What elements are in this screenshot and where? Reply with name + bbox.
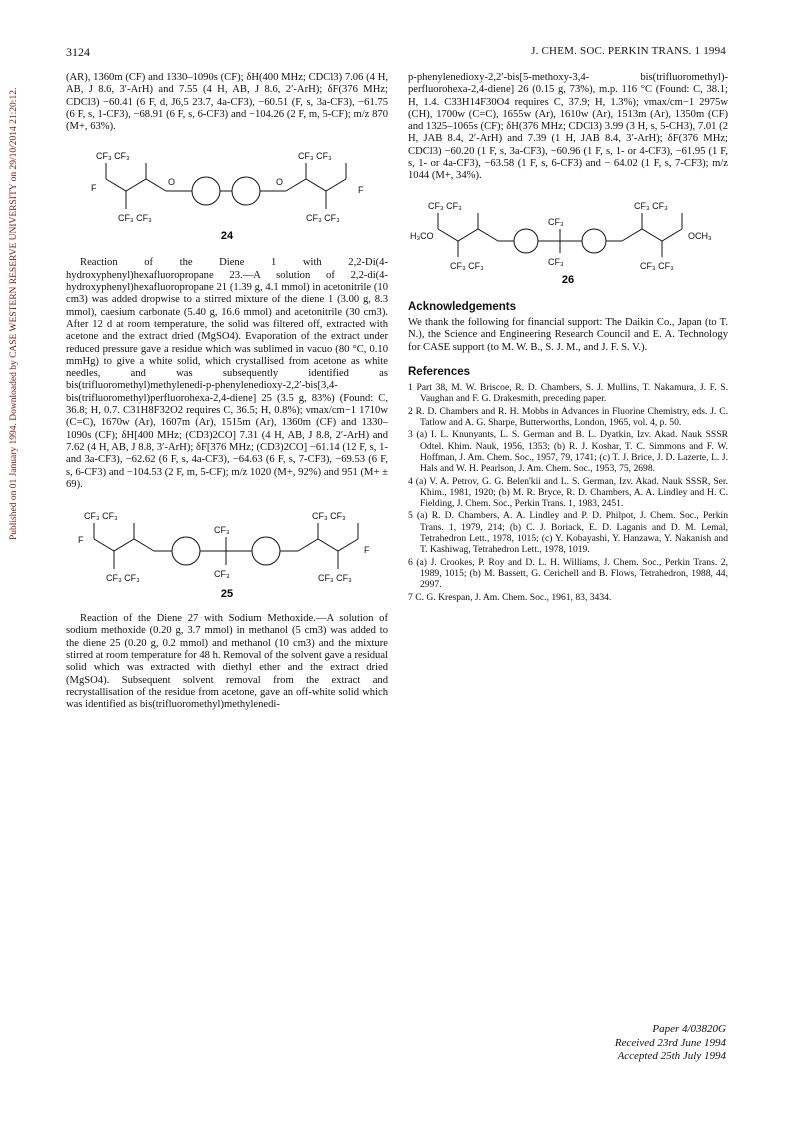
- svg-text:F: F: [91, 183, 97, 194]
- journal-running-head: J. CHEM. SOC. PERKIN TRANS. 1 1994: [531, 45, 726, 57]
- svg-text:CF₃ CF₃: CF₃ CF₃: [640, 260, 674, 271]
- svg-text:CF₃ CF₃: CF₃ CF₃: [84, 511, 118, 522]
- acknowledgements-text: We thank the following for financial support: The Daikin Co., Japan (to T. N.), the Science and Engineering Research Council and E. A. Technology for CASE support (to M. W. B., S. J. M., and J. F. S. V.).: [408, 316, 728, 353]
- svg-text:F: F: [78, 535, 84, 546]
- download-watermark: Published on 01 January 1994. Downloaded by CASE WESTERN RESERVE UNIVERSITY on 29/10/2014 21:20:12.: [9, 87, 19, 540]
- paragraph-spectral-data: (AR), 1360m (CF) and 1330–1090s (CF); δH(400 MHz; CDCl3) 7.06 (4 H, AB, J 8.6, 3′-ArH) and 7.55 (4 H, AB, J 8.6, 2′-ArH); δF(376 MHz; CDCl3) −60.41 (6 F, d, J6,5 23.7, 4a-CF3), −60.51 (F, s, 3a-CF3), −61.75 (6 F, s, 1-CF3), −68.91 (6 F, s, 6-CF3) and −104.26 (2 F, m, 5-CF); m/z 870 (M+, 63%).: [66, 72, 388, 133]
- svg-text:F: F: [364, 545, 370, 556]
- accepted-date: Accepted 25th July 1994: [617, 1050, 726, 1062]
- svg-text:CF₃ CF₃: CF₃ CF₃: [428, 200, 462, 211]
- reference-item: 6 (a) J. Crookes, P. Roy and D. L. H. Williams, J. Chem. Soc., Perkin Trans. 2, 1989, 1015; (b) M. Bassett, G. Cerichell and B. Flows, Tetrahedron, 1988, 44, 2997.: [408, 556, 728, 591]
- svg-text:CF₃: CF₃: [214, 569, 230, 580]
- references-heading: References: [408, 365, 471, 378]
- received-date: Received 23rd June 1994: [614, 1036, 726, 1049]
- acknowledgements-heading: Acknowledgements: [408, 300, 516, 313]
- reference-item: 1 Part 38, M. W. Briscoe, R. D. Chambers, S. J. Mullins, T. Nakamura, J. F. S. Vaughan and F. G. Drakesmith, preceding paper.: [408, 382, 728, 405]
- reference-item: 2 R. D. Chambers and R. H. Mobbs in Advances in Fluorine Chemistry, eds. J. C. Tatlow and A. G. Sharpe, Butterworths, London, 1965, vol. 4, p. 50.: [408, 405, 728, 429]
- reference-item: 7 C. G. Krespan, J. Am. Chem. Soc., 1961, 83, 3434.: [408, 591, 612, 603]
- svg-text:CF₃ CF₃: CF₃ CF₃: [96, 151, 130, 162]
- structure-24: [66, 139, 388, 249]
- structure-26: [408, 189, 728, 289]
- svg-text:CF₃ CF₃: CF₃ CF₃: [306, 213, 340, 224]
- reference-item: 4 (a) V. A. Petrov, G. G. Belen'kii and L. S. German, Izv. Akad. Nauk SSSR, Ser. Khim., 1981, 1920; (b) M. R. Bryce, R. D. Chambers, A. A. Lindley and H. C. Fielding, J. Chem. Soc., Perkin Trans. 1, 1983, 2451.: [408, 475, 728, 510]
- svg-text:CF₃ CF₃: CF₃ CF₃: [118, 213, 152, 224]
- svg-text:CF₃ CF₃: CF₃ CF₃: [318, 573, 352, 584]
- svg-text:F: F: [358, 185, 364, 196]
- svg-text:CF₃: CF₃: [548, 216, 564, 227]
- paragraph-reaction-27: Reaction of the Diene 27 with Sodium Methoxide.—A solution of sodium methoxide (0.20 g, 3.7 mmol) in methanol (5 cm3) was added to the diene 25 (0.20 g, 0.2 mmol) and methanol (10 cm3) and the mixture stirred at room temperature for 48 h. Removal of the solvent gave a residual solid which was extracted with diethyl ether and the extract dried (MgSO4). Subsequent solvent removal from the extract and recrystallisation of the residue from acetone, gave an off-white solid which was identified as bis(trifluoromethyl)methylenedi-: [66, 613, 388, 711]
- paper-info: [615, 1023, 726, 1064]
- svg-text:O: O: [276, 177, 284, 188]
- paper-number: Paper 4/03820G: [652, 1023, 726, 1035]
- svg-text:CF₃: CF₃: [548, 256, 564, 267]
- page-number: 3124: [66, 45, 90, 59]
- svg-text:CF₃ CF₃: CF₃ CF₃: [312, 511, 346, 522]
- svg-text:H₃CO: H₃CO: [410, 230, 434, 241]
- compound-label-25: 25: [220, 588, 234, 601]
- paragraph-reaction-23: Reaction of the Diene 1 with 2,2-Di(4-hydroxyphenyl)hexafluoropropane 23.—A solution of 2,2-di(4-hydroxyphenyl)hexafluoropropane 21 (1.39 g, 4.1 mmol) in acetonitrile (10 cm3) was added dropwise to a stirred mixture of the diene 1 (3.00 g, 8.3 mmol), caesium carbonate (5.40 g, 16.6 mmol) and acetonitrile (30 cm3). After 12 d at room temperature, the solid was filtered off, extracted with acetone and the extract dried (MgSO4). Evaporation of the extract under reduced pressure gave a residue which was sublimed in vacuo (80 °C, 0.10 mmHg) to give a white solid, which crystallised from acetone as white needles, and was subsequently identified as bis(trifluoromethyl)methylenedi-p-phenylenedioxy-2,2′-bis[3,4-bis(trifluoromethyl)perfluorohexa-2,4-diene] 25 (3.5 g, 83%) (Found: C, 36.8; H, 0.7. C31H8F32O2 requires C, 36.5; H, 0.8%); νmax/cm−1 1710w (C=C), 1670w (Ar), 1607m (Ar), 1515m (Ar), 1360m (CF) and 1330–1090s (CF); δH[400 MHz; (CD3)2CO] 7.31 (4 H, AB, J 8.8, 2′-ArH) and 7.62 (4 H, AB, J 8.8, 3′-ArH); δF[376 MHz; (CD3)2CO] −61.14 (12 F, s, 1- and 3a-CF3), −62.62 (6 F, s, 4a-CF3), −64.63 (6 F, s, 7-CF3), −69.53 (6 F, s, 6-CF3) and −104.53 (2 F, m, 5-CF); m/z 1020 (M+, 92%) and 951 (M+ ± 69).: [66, 257, 388, 490]
- svg-text:CF₃: CF₃: [214, 525, 230, 536]
- svg-text:CF₃ CF₃: CF₃ CF₃: [450, 260, 484, 271]
- compound-label-24: 24: [220, 230, 234, 243]
- svg-text:CF₃ CF₃: CF₃ CF₃: [106, 573, 140, 584]
- references-list: [408, 382, 728, 603]
- svg-text:CF₃ CF₃: CF₃ CF₃: [298, 151, 332, 162]
- svg-text:OCH₃: OCH₃: [688, 230, 712, 241]
- svg-text:O: O: [168, 177, 176, 188]
- reference-item: 3 (a) I. L. Knunyants, L. S. German and B. L. Dyatkin, Izv. Akad. Nauk SSSR Odtel. Khim. Nauk, 1956, 1353; (b) R. J. Koshar, T. C. Simmons and F. W. Hoffman, J. Am. Chem. Soc., 1957, 79, 1741; (c) T. J. Brice, J. D. Lazerte, L. J. Hals and W. H. Pearlson, J. Am. Chem. Soc., 1953, 75, 2698.: [408, 429, 728, 475]
- right-column: [408, 72, 728, 604]
- left-column: [66, 72, 388, 718]
- reference-item: 5 (a) R. D. Chambers, A. A. Lindley and P. D. Philpot, J. Chem. Soc., Perkin Trans. 1, 1979, 214; (b) C. J. Boriack, E. D. Laganis and D. M. Lemal, Tetrahedron Lett., 1978, 1015; (c) Y. Kobayashi, Y. Hanzawa, Y. Nakanish and T. Kashiwag, Tetrahedron Lett., 1978, 1019.: [408, 510, 728, 556]
- compound-label-26: 26: [561, 273, 575, 286]
- svg-text:CF₃ CF₃: CF₃ CF₃: [634, 200, 668, 211]
- structure-25: [66, 497, 388, 605]
- paragraph-compound-26: p-phenylenedioxy-2,2′-bis[5-methoxy-3,4- bis(trifluoromethyl)-perfluorohexa-2,4-diene] 26 (0.15 g, 73%), m.p. 116 °C (Found: C, 38.1; H, 1.4. C33H14F30O4 requires C, 37.9; H, 1.3%); νmax/cm−1 2975w (CH), 1700w (C=C), 1655w (Ar), 1610w (Ar), 1513m (Ar), 1350m (CF) and 1325–1065s (CF); δH(376 MHz; CDCl3) 3.99 (3 H, s, 5-CH3), 7.01 (2 H, JAB 8.4, 2′-ArH) and 7.39 (1 H, JAB 8.4, 3′-ArH); δF(376 MHz; CDCl3) −60.20 (1 F, s, 3a-CF3), −60.96 (1 F, s, 1- or 4-CF3), −61.95 (1 F, s, 1- or 4a-CF3), −63.58 (1 F, s, 6-CF3) and − 64.02 (1 F, s, 7-CF3); m/z 1044 (M+, 34%).: [408, 72, 728, 182]
